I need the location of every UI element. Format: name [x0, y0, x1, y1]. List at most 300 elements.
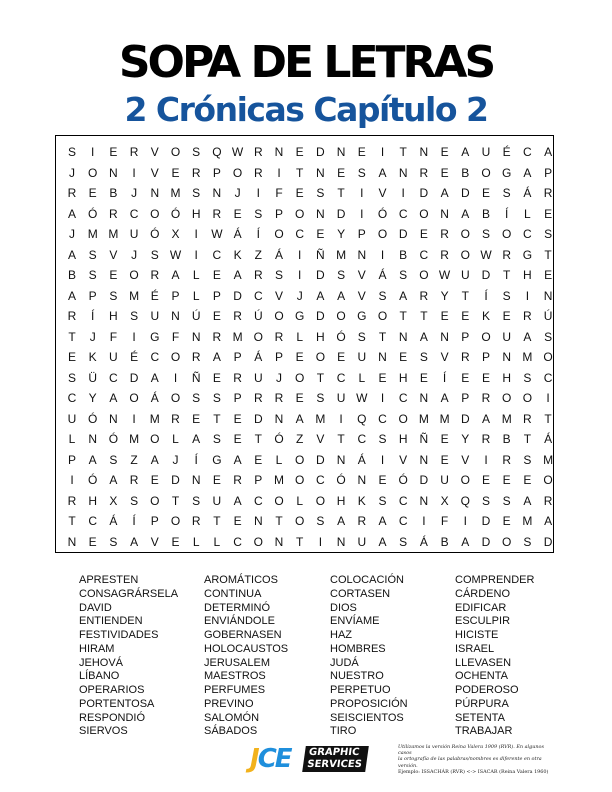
grid-letter: Á	[150, 391, 159, 405]
grid-letter: O	[150, 432, 160, 446]
grid-letter: Ñ	[316, 247, 325, 262]
grid-letter: S	[357, 329, 366, 344]
grid-letter: N	[419, 391, 429, 405]
grid-letter: D	[481, 534, 491, 549]
grid-letter: R	[274, 329, 284, 344]
grid-letter: O	[481, 165, 491, 180]
grid-letter: N	[253, 514, 263, 528]
grid-letter: N	[316, 206, 325, 221]
grid-letter: T	[337, 186, 345, 200]
grid-letter: V	[461, 452, 470, 467]
word-item: ENVÍAME	[330, 615, 380, 628]
grid-letter: S	[523, 370, 532, 385]
grid-letter: M	[170, 186, 181, 200]
version-note-line: Utilizamos la versión Reina Valera 1909 (RVR). En algunos casos	[398, 744, 544, 757]
grid-letter: M	[522, 514, 533, 528]
grid-letter: S	[337, 268, 346, 282]
grid-letter: E	[378, 473, 387, 487]
grid-letter: B	[109, 186, 118, 200]
grid-letter: C	[523, 227, 532, 241]
grid-letter: G	[150, 329, 160, 344]
grid-letter: A	[419, 329, 428, 344]
grid-letter: H	[398, 432, 408, 446]
grid-letter: C	[88, 514, 98, 528]
grid-letter: R	[523, 411, 532, 426]
grid-letter: I	[360, 186, 364, 200]
grid-letter: A	[150, 370, 159, 385]
word-item: LÍBANO	[79, 670, 120, 683]
grid-letter: R	[171, 411, 180, 426]
word-item: JERUSALEM	[204, 656, 271, 669]
grid-letter: A	[109, 473, 118, 487]
grid-letter: N	[357, 473, 367, 487]
grid-letter: R	[233, 473, 242, 487]
grid-letter: X	[440, 493, 449, 508]
word-item: COMPRENDER	[455, 574, 535, 586]
grid-letter: Z	[254, 247, 262, 262]
grid-letter: T	[378, 329, 387, 344]
grid-letter: V	[357, 268, 366, 282]
word-item: PÚRPURA	[455, 697, 509, 710]
grid-letter: I	[380, 391, 385, 405]
grid-letter: B	[67, 268, 76, 282]
grid-letter: F	[440, 514, 449, 528]
grid-letter: R	[440, 247, 449, 262]
grid-letter: V	[357, 288, 366, 303]
grid-letter: G	[502, 165, 512, 180]
grid-letter: A	[295, 411, 304, 426]
grid-letter: O	[150, 493, 160, 508]
grid-letter: S	[192, 186, 201, 200]
grid-letter: R	[191, 165, 201, 180]
grid-letter: E	[502, 514, 511, 528]
grid-letter: C	[378, 411, 387, 426]
grid-letter: V	[440, 350, 449, 364]
grid-letter: D	[316, 309, 325, 323]
grid-row	[56, 265, 553, 285]
grid-letter: S	[192, 493, 201, 508]
grid-letter: O	[336, 309, 346, 323]
grid-letter: S	[109, 534, 118, 549]
grid-letter: N	[378, 350, 387, 364]
word-item: AROMÁTICOS	[204, 574, 278, 586]
grid-letter: I	[298, 268, 302, 282]
grid-letter: R	[502, 452, 512, 467]
grid-letter: Ñ	[419, 432, 429, 446]
grid-letter: I	[463, 514, 467, 528]
grid-letter: E	[461, 370, 470, 385]
page-subtitle: 2 Crónicas Capítulo 2	[124, 90, 488, 129]
grid-letter: S	[378, 432, 387, 446]
grid-letter: I	[91, 145, 95, 159]
word-item: CORTASEN	[330, 587, 391, 600]
grid-letter: S	[419, 350, 428, 364]
grid-letter: U	[336, 391, 346, 405]
grid-letter: V	[316, 432, 325, 446]
grid-letter: S	[212, 391, 221, 405]
word-item: HIRAM	[79, 642, 115, 655]
grid-letter: T	[213, 411, 221, 426]
grid-letter: H	[316, 329, 325, 344]
grid-letter: N	[502, 350, 512, 364]
grid-letter: U	[253, 370, 263, 385]
grid-letter: X	[109, 493, 118, 508]
grid-letter: N	[419, 452, 429, 467]
grid-letter: O	[253, 534, 263, 549]
grid-letter: U	[150, 309, 160, 323]
grid-letter: A	[544, 514, 553, 528]
grid-letter: J	[172, 452, 179, 467]
grid-letter: I	[132, 411, 136, 426]
grid-letter: E	[419, 227, 428, 241]
grid-letter: D	[129, 370, 139, 385]
grid-letter: E	[150, 473, 159, 487]
word-item: HOLOCAUSTOS	[204, 642, 289, 655]
grid-letter: O	[170, 145, 181, 159]
grid-letter: Á	[544, 432, 553, 446]
grid-letter: C	[316, 473, 325, 487]
grid-letter: U	[212, 493, 222, 508]
grid-letter: J	[131, 247, 138, 262]
grid-letter: P	[88, 288, 97, 303]
grid-letter: T	[68, 329, 76, 344]
word-item: PERPETUO	[330, 684, 391, 696]
grid-letter: I	[360, 206, 364, 221]
grid-letter: O	[481, 329, 491, 344]
grid-row	[56, 163, 553, 183]
grid-letter: R	[543, 186, 553, 200]
grid-row	[56, 491, 553, 511]
word-item: SÁBADOS	[204, 725, 258, 738]
grid-letter: M	[274, 473, 284, 487]
grid-letter: E	[440, 432, 449, 446]
jce-logo-text: GRAPHIC SERVICES	[302, 746, 368, 772]
grid-letter: H	[336, 493, 346, 508]
word-item: HOMBRES	[330, 642, 386, 655]
grid-letter: S	[130, 493, 139, 508]
grid-letter: V	[109, 247, 118, 262]
grid-letter: Á	[378, 268, 387, 282]
grid-row	[56, 183, 553, 203]
grid-row	[56, 429, 553, 449]
grid-letter: W	[211, 227, 223, 241]
grid-letter: R	[357, 514, 367, 528]
grid-letter: A	[150, 452, 159, 467]
grid-letter: O	[502, 227, 512, 241]
grid-letter: C	[398, 514, 408, 528]
grid-letter: R	[233, 309, 242, 323]
grid-letter: M	[501, 411, 512, 426]
grid-letter: L	[172, 432, 179, 446]
grid-letter: S	[357, 165, 366, 180]
grid-letter: A	[378, 514, 387, 528]
word-item: ENTIENDEN	[79, 615, 143, 628]
grid-letter: E	[295, 186, 304, 200]
grid-letter: R	[460, 350, 470, 364]
grid-letter: Ú	[253, 309, 263, 323]
grid-letter: K	[481, 309, 490, 323]
grid-letter: O	[315, 350, 326, 364]
word-item: TRABAJAR	[455, 725, 513, 738]
grid-row	[56, 450, 553, 470]
grid-letter: O	[170, 514, 181, 528]
grid-letter: I	[318, 534, 323, 549]
grid-row	[56, 470, 553, 490]
grid-letter: N	[274, 534, 284, 549]
grid-letter: J	[131, 186, 138, 200]
grid-letter: R	[191, 350, 201, 364]
grid-letter: D	[398, 227, 408, 241]
grid-letter: R	[523, 309, 532, 323]
grid-letter: C	[253, 493, 263, 508]
grid-row	[56, 286, 553, 306]
grid-letter: C	[398, 206, 408, 221]
grid-letter: N	[212, 186, 222, 200]
grid-letter: A	[399, 288, 408, 303]
grid-letter: L	[192, 534, 200, 549]
grid-letter: E	[544, 206, 553, 221]
word-item: FESTIVIDADES	[79, 629, 159, 641]
grid-letter: H	[523, 268, 532, 282]
grid-letter: E	[440, 165, 449, 180]
grid-letter: E	[67, 350, 76, 364]
grid-letter: O	[274, 309, 284, 323]
grid-letter: Ó	[88, 473, 98, 487]
grid-letter: E	[212, 309, 221, 323]
grid-letter: T	[171, 493, 180, 508]
grid-letter: Í	[505, 206, 509, 221]
grid-row	[56, 224, 553, 244]
grid-letter: Ó	[274, 432, 284, 446]
grid-letter: P	[461, 391, 470, 405]
grid-letter: B	[502, 432, 511, 446]
grid-letter: O	[129, 391, 139, 405]
grid-letter: Ó	[377, 206, 388, 221]
grid-letter: Ó	[398, 473, 408, 487]
grid-letter: F	[275, 186, 283, 200]
grid-letter: S	[67, 145, 76, 159]
grid-letter: I	[380, 452, 385, 467]
grid-letter: Í	[484, 288, 488, 303]
grid-letter: D	[316, 145, 325, 159]
grid-row	[56, 532, 553, 552]
grid-letter: Ü	[88, 370, 98, 385]
grid-letter: T	[461, 288, 469, 303]
word-column-1	[79, 574, 204, 739]
grid-letter: A	[440, 186, 449, 200]
grid-letter: I	[194, 247, 198, 262]
version-note-line: la ortografía de las palabras/nombres es diferente en otra versión.	[398, 756, 542, 769]
grid-letter: O	[460, 247, 470, 262]
grid-letter: U	[129, 227, 139, 241]
grid-letter: H	[109, 309, 118, 323]
grid-letter: U	[460, 268, 470, 282]
grid-letter: B	[461, 165, 470, 180]
grid-letter: V	[274, 288, 283, 303]
grid-letter: C	[419, 247, 429, 262]
grid-letter: O	[315, 493, 326, 508]
grid-letter: O	[295, 452, 305, 467]
word-item: JEHOVÁ	[79, 656, 124, 669]
grid-letter: E	[295, 391, 304, 405]
word-item: PODEROSO	[455, 684, 519, 696]
grid-letter: Z	[296, 432, 304, 446]
letter-grid	[55, 135, 554, 553]
word-item: PREVINO	[204, 697, 254, 710]
grid-letter: T	[544, 411, 552, 426]
grid-letter: Ó	[170, 206, 181, 221]
grid-letter: C	[336, 370, 346, 385]
grid-letter: O	[170, 350, 181, 364]
grid-letter: D	[460, 411, 470, 426]
grid-letter: Ó	[336, 473, 346, 487]
grid-letter: J	[69, 227, 75, 241]
grid-letter: O	[129, 268, 139, 282]
grid-letter: G	[212, 452, 222, 467]
grid-letter: S	[544, 329, 553, 344]
grid-letter: Ñ	[191, 370, 201, 385]
grid-letter: S	[67, 370, 76, 385]
grid-letter: D	[481, 514, 491, 528]
grid-letter: S	[109, 288, 118, 303]
grid-letter: J	[276, 370, 282, 385]
grid-letter: Ó	[88, 206, 98, 221]
grid-letter: I	[546, 391, 550, 405]
grid-letter: T	[213, 514, 221, 528]
grid-letter: L	[192, 268, 200, 282]
grid-letter: P	[212, 288, 221, 303]
grid-letter: O	[377, 309, 388, 323]
jce-logo-mark: JCE	[250, 744, 291, 774]
grid-letter: J	[296, 288, 303, 303]
word-item: SIERVOS	[79, 725, 128, 738]
grid-letter: N	[543, 288, 553, 303]
grid-letter: S	[502, 493, 511, 508]
grid-letter: E	[171, 534, 180, 549]
grid-letter: T	[68, 514, 76, 528]
grid-letter: R	[253, 165, 263, 180]
grid-letter: É	[130, 350, 139, 364]
grid-letter: M	[439, 411, 450, 426]
grid-letter: R	[109, 206, 118, 221]
grid-letter: N	[191, 329, 201, 344]
word-item: GOBERNASEN	[204, 629, 282, 641]
grid-letter: T	[316, 370, 325, 385]
grid-letter: E	[212, 370, 221, 385]
grid-letter: A	[109, 391, 118, 405]
grid-row	[56, 204, 553, 224]
grid-letter: E	[233, 411, 242, 426]
grid-letter: W	[438, 268, 451, 282]
grid-letter: N	[336, 145, 346, 159]
grid-letter: I	[380, 247, 385, 262]
grid-letter: M	[543, 452, 554, 467]
grid-letter: O	[88, 165, 98, 180]
grid-letter: Ú	[191, 309, 201, 323]
grid-letter: C	[253, 288, 263, 303]
grid-letter: K	[357, 493, 366, 508]
grid-letter: S	[399, 268, 408, 282]
grid-letter: R	[233, 370, 242, 385]
grid-letter: N	[419, 493, 429, 508]
grid-letter: L	[296, 329, 304, 344]
grid-letter: O	[232, 165, 243, 180]
word-item: SEISCIENTOS	[330, 711, 404, 724]
grid-letter: U	[440, 473, 449, 487]
grid-letter: D	[253, 411, 263, 426]
grid-letter: O	[543, 473, 553, 487]
word-item: OCHENTA	[455, 670, 508, 683]
grid-letter: E	[295, 350, 304, 364]
grid-letter: N	[67, 534, 77, 549]
grid-letter: B	[440, 534, 449, 549]
grid-letter: O	[295, 206, 305, 221]
grid-letter: O	[253, 329, 263, 344]
grid-letter: R	[150, 268, 160, 282]
grid-letter: I	[380, 145, 385, 159]
grid-letter: E	[440, 309, 449, 323]
grid-letter: G	[295, 309, 305, 323]
grid-letter: I	[298, 247, 302, 262]
grid-letter: N	[440, 206, 449, 221]
grid-row	[56, 409, 553, 429]
grid-letter: R	[67, 309, 77, 323]
grid-letter: S	[88, 247, 97, 262]
grid-letter: E	[440, 145, 449, 159]
grid-letter: Á	[357, 452, 366, 467]
grid-letter: S	[212, 432, 221, 446]
grid-letter: N	[109, 411, 118, 426]
grid-letter: L	[68, 432, 76, 446]
grid-letter: D	[419, 186, 429, 200]
grid-letter: E	[357, 145, 366, 159]
grid-letter: N	[274, 411, 284, 426]
grid-letter: P	[233, 391, 242, 405]
word-item: TIRO	[330, 725, 357, 738]
grid-letter: E	[378, 370, 387, 385]
grid-letter: R	[502, 247, 512, 262]
grid-letter: Í	[194, 452, 198, 467]
grid-letter: E	[316, 227, 325, 241]
grid-letter: O	[274, 493, 284, 508]
grid-letter: C	[150, 350, 160, 364]
word-column-3	[330, 574, 455, 739]
grid-letter: S	[523, 452, 532, 467]
grid-letter: F	[171, 329, 180, 344]
grid-letter: Á	[274, 247, 283, 262]
grid-row	[56, 306, 553, 326]
grid-letter: A	[67, 288, 76, 303]
grid-letter: R	[274, 391, 284, 405]
grid-letter: L	[275, 452, 283, 467]
grid-row	[56, 347, 553, 367]
grid-letter: A	[523, 493, 532, 508]
word-item: SETENTA	[455, 711, 505, 724]
grid-letter: N	[171, 309, 180, 323]
grid-letter: T	[399, 145, 407, 159]
grid-letter: R	[419, 288, 429, 303]
grid-letter: E	[544, 268, 553, 282]
grid-letter: O	[274, 227, 284, 241]
grid-letter: G	[522, 247, 533, 262]
grid-letter: C	[523, 145, 532, 159]
grid-letter: E	[419, 370, 428, 385]
grid-letter: S	[109, 452, 118, 467]
word-item: PORTENTOSA	[79, 697, 155, 710]
grid-letter: G	[357, 309, 367, 323]
grid-letter: W	[169, 247, 182, 262]
grid-letter: I	[132, 329, 136, 344]
